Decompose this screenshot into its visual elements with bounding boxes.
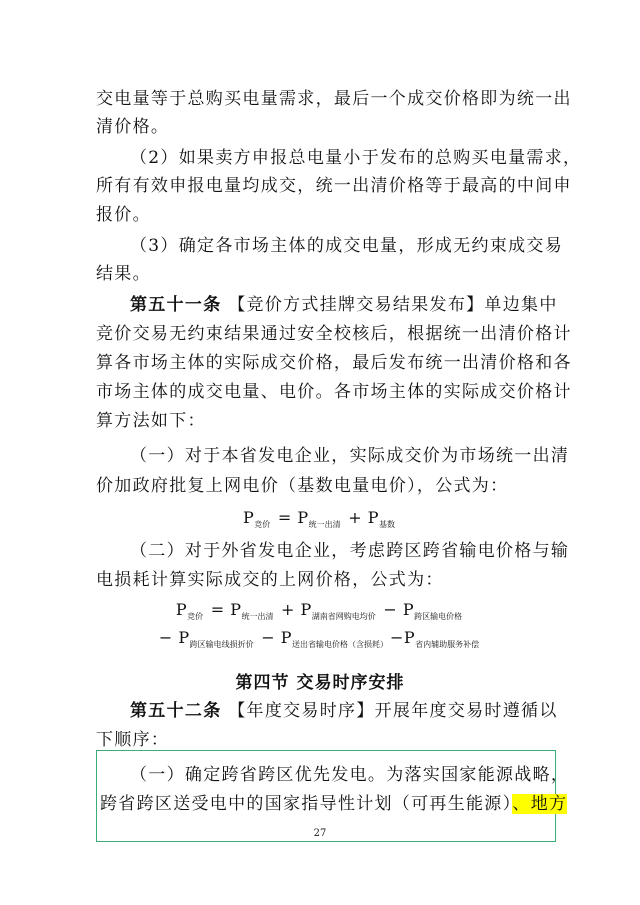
text-line: 清价格。: [96, 117, 170, 137]
article-tag: 【年度交易时序】: [228, 701, 375, 721]
text-line: （一）对于本省发电企业，实际成交价为市场统一出清: [130, 446, 570, 466]
text-line: 电损耗计算实际成交的上网价格，公式为：: [96, 570, 444, 590]
text-line: 报价。: [96, 205, 151, 225]
boxed-line-1: （一）确定跨省跨区优先发电。为落实国家能源战略，: [130, 765, 570, 785]
formula-2-line-2: − $P_{跨区输电线损折价} - P_{送出省输电价格(含损耗)} -P_{省内辅助服务补偿}$: [158, 628, 480, 649]
formula-1: $P_{竞价} = P_{统一出清} + P_{基数}$: [243, 508, 395, 529]
formula-2-line-1: $P_{竞价} = P_{统一出清} + P_{湖南省网购电均价} - P_{跨区输电价格}$: [175, 600, 463, 621]
text-line: 交电量等于总购买电量需求，最后一个成交价格即为统一出: [96, 89, 572, 109]
text-line: 算方法如下：: [96, 411, 206, 431]
article-text: 单边集中: [484, 295, 558, 315]
article-heading: 第五十一条: [130, 295, 222, 315]
text-line: 竞价交易无约束结果通过安全校核后，根据统一出清价格计: [96, 324, 572, 344]
article-52-first-line: [130, 700, 558, 722]
text-line: （二）对于外省发电企业，考虑跨区跨省输电价格与输: [130, 541, 570, 561]
boxed-line-2: [100, 793, 567, 815]
section-title: 第四节 交易时序安排: [235, 673, 405, 693]
article-text: 开展年度交易时遵循以: [374, 701, 558, 721]
text-line: （3）确定各市场主体的成交电量，形成无约束成交易: [130, 236, 564, 256]
text-line: 下顺序：: [96, 730, 170, 750]
text-line: 市场主体的成交电量、电价。各市场主体的实际成交价格计: [96, 382, 572, 402]
article-heading: 第五十二条: [130, 701, 222, 721]
text-line: 算各市场主体的实际成交价格，最后发布统一出清价格和各: [96, 353, 572, 373]
text-line: 价加政府批复上网电价（基数电量电价），公式为：: [96, 476, 509, 496]
page-number: 27: [313, 828, 327, 839]
text-line: 结果。: [96, 264, 151, 284]
highlighted-text: 、地方: [512, 794, 568, 814]
boxed-text: 跨省跨区送受电中的国家指导性计划（可再生能源）: [100, 794, 513, 814]
text-line: （2）如果卖方申报总电量小于发布的总购买电量需求，: [130, 148, 582, 168]
article-51-first-line: [130, 294, 558, 316]
text-line: 所有有效申报电量均成交，统一出清价格等于最高的中间申: [96, 176, 572, 196]
article-tag: 【竞价方式挂牌交易结果发布】: [228, 295, 485, 315]
